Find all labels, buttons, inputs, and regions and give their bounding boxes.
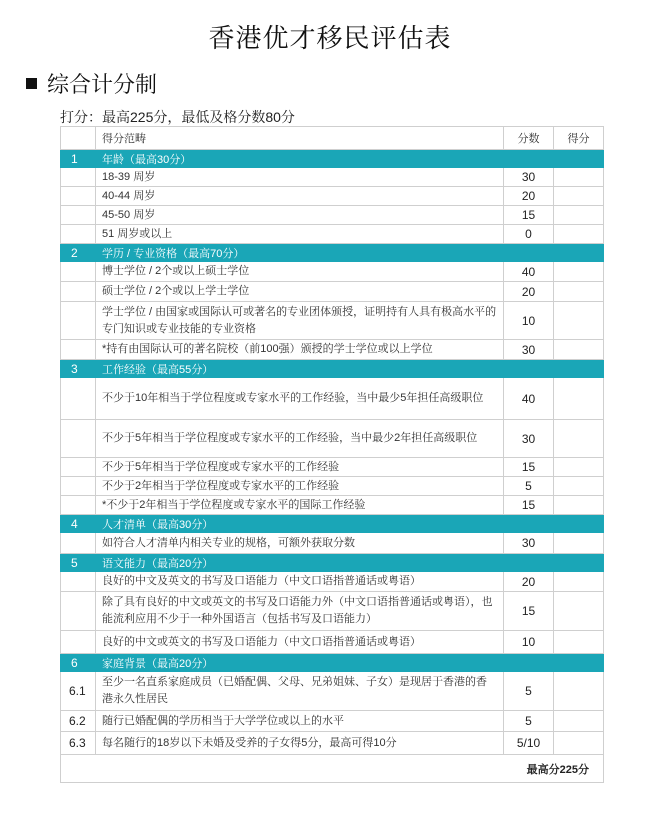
item-points: 10	[504, 631, 554, 654]
item-description: 博士学位 / 2个或以上硕士学位	[96, 262, 504, 282]
item-description: 每名随行的18岁以下未婚及受养的子女得5分，最高可得10分	[96, 732, 504, 755]
item-score-cell[interactable]	[554, 225, 604, 244]
item-points: 30	[504, 420, 554, 458]
item-points: 5/10	[504, 732, 554, 755]
item-description: 不少于5年相当于学位程度或专家水平的工作经验	[96, 458, 504, 477]
table-body	[61, 150, 604, 755]
item-number	[61, 340, 96, 360]
item-description: 45-50 周岁	[96, 206, 504, 225]
item-number	[61, 262, 96, 282]
table-row	[61, 533, 604, 554]
item-points: 0	[504, 225, 554, 244]
page-title: 香港优才移民评估表	[208, 23, 452, 53]
table-row	[61, 168, 604, 187]
item-points: 30	[504, 533, 554, 554]
header-score: 得分	[554, 127, 604, 150]
section-title: 综合计分制	[47, 72, 158, 97]
table-row	[61, 631, 604, 654]
item-description: 18-39 周岁	[96, 168, 504, 187]
item-score-cell[interactable]	[554, 496, 604, 515]
category-number: 6	[61, 654, 96, 672]
item-description: 良好的中文或英文的书写及口语能力（中文口语指普通话或粤语）	[96, 631, 504, 654]
item-number	[61, 592, 96, 631]
item-number: 6.1	[61, 672, 96, 711]
item-score-cell[interactable]	[554, 302, 604, 340]
item-score-cell[interactable]	[554, 631, 604, 654]
item-description: *持有由国际认可的著名院校（前100强）颁授的学士学位或以上学位	[96, 340, 504, 360]
table-row	[61, 711, 604, 732]
item-points: 20	[504, 572, 554, 592]
table-row	[61, 592, 604, 631]
table-row	[61, 282, 604, 302]
table-row	[61, 420, 604, 458]
item-number: 6.2	[61, 711, 96, 732]
item-points: 40	[504, 378, 554, 420]
item-score-cell[interactable]	[554, 187, 604, 206]
category-row	[61, 244, 604, 262]
item-score-cell[interactable]	[554, 592, 604, 631]
item-number	[61, 168, 96, 187]
item-description: 学士学位 / 由国家或国际认可或著名的专业团体颁授，证明持有人具有极高水平的专门知识或专业技能的专业资格	[96, 302, 504, 340]
table-row	[61, 572, 604, 592]
item-description: 除了具有良好的中文或英文的书写及口语能力外（中文口语指普通话或粤语），也能流利应用不少于一种外国语言（包括书写及口语能力）	[96, 592, 504, 631]
item-score-cell[interactable]	[554, 711, 604, 732]
item-score-cell[interactable]	[554, 672, 604, 711]
item-number	[61, 225, 96, 244]
category-row	[61, 554, 604, 572]
item-score-cell[interactable]	[554, 282, 604, 302]
item-score-cell[interactable]	[554, 378, 604, 420]
table-row	[61, 458, 604, 477]
assessment-table	[60, 126, 604, 783]
category-row	[61, 150, 604, 168]
item-points: 15	[504, 496, 554, 515]
item-points: 15	[504, 206, 554, 225]
category-label: 家庭背景（最高20分）	[96, 654, 604, 672]
category-label: 工作经验（最高55分）	[96, 360, 604, 378]
item-points: 5	[504, 477, 554, 496]
item-points: 20	[504, 282, 554, 302]
header-number	[61, 127, 96, 150]
category-number: 4	[61, 515, 96, 533]
item-number	[61, 572, 96, 592]
item-points: 10	[504, 302, 554, 340]
item-number	[61, 631, 96, 654]
item-score-cell[interactable]	[554, 477, 604, 496]
table-row	[61, 206, 604, 225]
table-row	[61, 302, 604, 340]
header-range: 得分范畴	[96, 127, 504, 150]
table-header-row	[61, 127, 604, 150]
category-label: 人才清单（最高30分）	[96, 515, 604, 533]
category-row	[61, 654, 604, 672]
item-points: 30	[504, 168, 554, 187]
item-description: 40-44 周岁	[96, 187, 504, 206]
category-number: 2	[61, 244, 96, 262]
item-score-cell[interactable]	[554, 206, 604, 225]
header-points: 分数	[504, 127, 554, 150]
category-row	[61, 360, 604, 378]
scoring-note: 打分：最高225分，最低及格分数80分	[60, 109, 295, 125]
item-description: 不少于5年相当于学位程度或专家水平的工作经验，当中最少2年担任高级职位	[96, 420, 504, 458]
item-number	[61, 496, 96, 515]
item-score-cell[interactable]	[554, 340, 604, 360]
item-description: 不少于2年相当于学位程度或专家水平的工作经验	[96, 477, 504, 496]
category-label: 年龄（最高30分）	[96, 150, 604, 168]
item-number	[61, 420, 96, 458]
total-label: 最高分225分	[61, 755, 604, 783]
table-row	[61, 262, 604, 282]
item-description: 硕士学位 / 2个或以上学士学位	[96, 282, 504, 302]
table-row	[61, 225, 604, 244]
square-bullet-icon	[26, 78, 37, 89]
item-description: 至少一名直系家庭成员（已婚配偶、父母、兄弟姐妹、子女）是现居于香港的香港永久性居民	[96, 672, 504, 711]
item-description: 51 周岁或以上	[96, 225, 504, 244]
item-points: 30	[504, 340, 554, 360]
category-label: 学历 / 专业资格（最高70分）	[96, 244, 604, 262]
category-number: 3	[61, 360, 96, 378]
table-row	[61, 672, 604, 711]
item-number	[61, 302, 96, 340]
item-number	[61, 378, 96, 420]
item-description: *不少于2年相当于学位程度或专家水平的国际工作经验	[96, 496, 504, 515]
item-score-cell[interactable]	[554, 458, 604, 477]
item-score-cell[interactable]	[554, 533, 604, 554]
category-label: 语文能力（最高20分）	[96, 554, 604, 572]
item-description: 不少于10年相当于学位程度或专家水平的工作经验，当中最少5年担任高级职位	[96, 378, 504, 420]
item-number: 6.3	[61, 732, 96, 755]
item-points: 15	[504, 592, 554, 631]
item-points: 20	[504, 187, 554, 206]
item-number	[61, 458, 96, 477]
category-number: 1	[61, 150, 96, 168]
item-number	[61, 282, 96, 302]
item-number	[61, 206, 96, 225]
item-points: 5	[504, 672, 554, 711]
item-points: 15	[504, 458, 554, 477]
table-row	[61, 378, 604, 420]
item-score-cell[interactable]	[554, 168, 604, 187]
item-points: 5	[504, 711, 554, 732]
item-score-cell[interactable]	[554, 420, 604, 458]
item-number	[61, 477, 96, 496]
item-description: 良好的中文及英文的书写及口语能力（中文口语指普通话或粤语）	[96, 572, 504, 592]
total-row	[61, 755, 604, 783]
table-row	[61, 496, 604, 515]
item-score-cell[interactable]	[554, 732, 604, 755]
item-number	[61, 533, 96, 554]
item-score-cell[interactable]	[554, 262, 604, 282]
item-description: 随行已婚配偶的学历相当于大学学位或以上的水平	[96, 711, 504, 732]
item-description: 如符合人才清单内相关专业的规格，可额外获取分数	[96, 533, 504, 554]
category-row	[61, 515, 604, 533]
item-number	[61, 187, 96, 206]
table-row	[61, 340, 604, 360]
table-row	[61, 732, 604, 755]
item-score-cell[interactable]	[554, 572, 604, 592]
table-row	[61, 477, 604, 496]
table-row	[61, 187, 604, 206]
category-number: 5	[61, 554, 96, 572]
item-points: 40	[504, 262, 554, 282]
section-heading	[26, 68, 157, 99]
